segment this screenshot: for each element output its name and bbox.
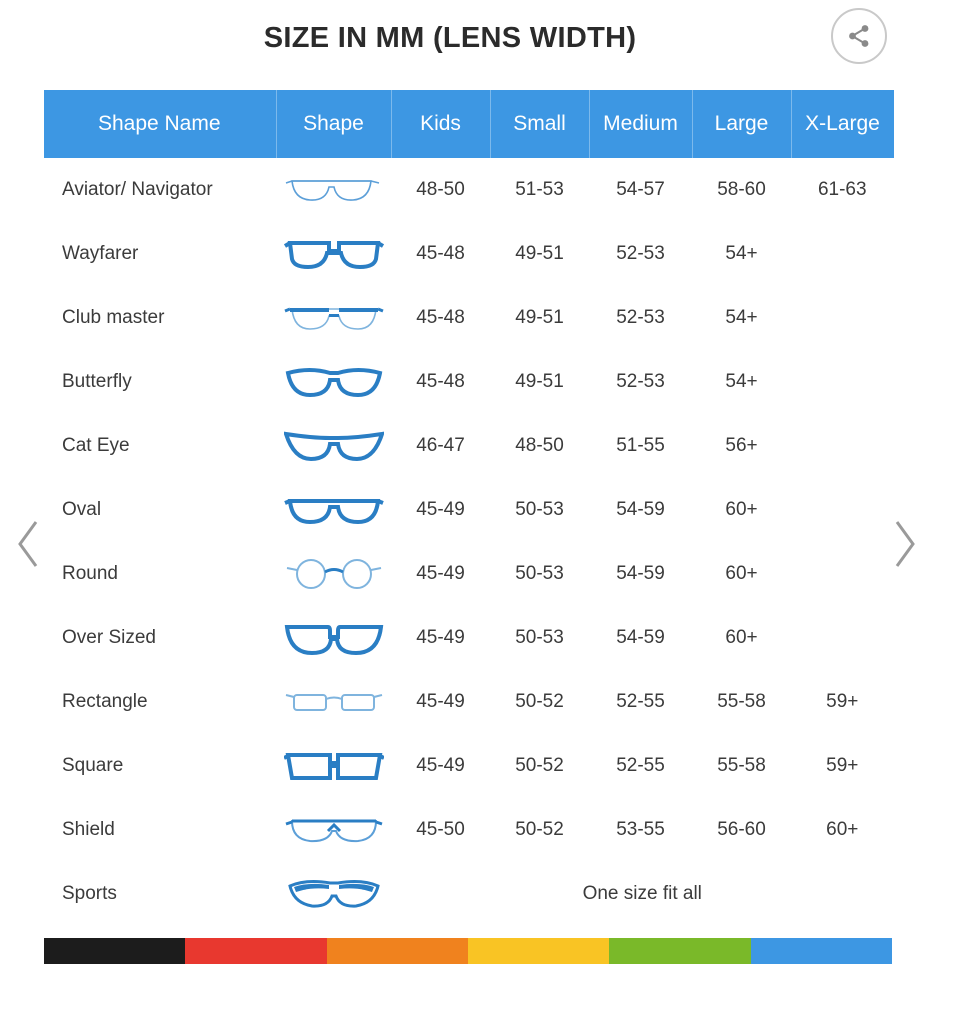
table-row	[44, 798, 894, 862]
row-kids: 45-49	[391, 542, 490, 606]
table-header-row	[44, 90, 894, 158]
row-small: 50-52	[490, 734, 589, 798]
row-shape-name: Round	[44, 542, 276, 606]
rectangle-glasses-icon	[284, 681, 384, 723]
row-large: 58-60	[692, 158, 791, 222]
row-shape-name: Rectangle	[44, 670, 276, 734]
color-bar	[44, 938, 892, 964]
round-glasses-icon	[284, 553, 384, 595]
table-body	[44, 158, 894, 926]
row-shape-name: Square	[44, 734, 276, 798]
row-shape-name: Cat Eye	[44, 414, 276, 478]
shape-cell	[276, 606, 391, 670]
row-shape-name: Club master	[44, 286, 276, 350]
row-kids: 45-49	[391, 606, 490, 670]
row-large: 54+	[692, 286, 791, 350]
row-kids: 45-50	[391, 798, 490, 862]
color-bar-segment-red	[185, 938, 326, 964]
shape-cell	[276, 414, 391, 478]
chevron-left-icon	[14, 518, 44, 570]
table-row	[44, 414, 894, 478]
row-small: 50-53	[490, 478, 589, 542]
row-xlarge: 59+	[791, 670, 894, 734]
shape-cell	[276, 734, 391, 798]
row-xlarge	[791, 414, 894, 478]
row-xlarge	[791, 478, 894, 542]
table-row	[44, 542, 894, 606]
row-medium: 52-53	[589, 222, 692, 286]
row-xlarge: 61-63	[791, 158, 894, 222]
shape-cell	[276, 670, 391, 734]
sports-glasses-icon	[284, 873, 384, 915]
header-xlarge: X-Large	[791, 90, 894, 158]
shape-cell	[276, 478, 391, 542]
table-row	[44, 734, 894, 798]
cateye-glasses-icon	[284, 425, 384, 467]
table-row	[44, 478, 894, 542]
color-bar-segment-yellow	[468, 938, 609, 964]
header-shape-name: Shape Name	[44, 90, 276, 158]
table-row	[44, 222, 894, 286]
row-medium: 51-55	[589, 414, 692, 478]
row-kids: 45-48	[391, 286, 490, 350]
row-large: 60+	[692, 542, 791, 606]
aviator-glasses-icon	[284, 169, 384, 211]
row-kids: 45-48	[391, 350, 490, 414]
shape-cell	[276, 542, 391, 606]
table-row	[44, 158, 894, 222]
header-shape: Shape	[276, 90, 391, 158]
row-kids: 45-49	[391, 670, 490, 734]
row-medium: 54-57	[589, 158, 692, 222]
table-header	[44, 90, 894, 158]
row-small: 49-51	[490, 350, 589, 414]
row-small: 48-50	[490, 414, 589, 478]
one-size-note: One size fit all	[391, 862, 894, 926]
table-row	[44, 862, 894, 926]
row-kids: 48-50	[391, 158, 490, 222]
row-xlarge: 59+	[791, 734, 894, 798]
row-large: 60+	[692, 606, 791, 670]
page-title: SIZE IN MM (LENS WIDTH)	[263, 22, 637, 54]
row-medium: 54-59	[589, 542, 692, 606]
shield-glasses-icon	[284, 809, 384, 851]
row-medium: 53-55	[589, 798, 692, 862]
row-shape-name: Over Sized	[44, 606, 276, 670]
oversized-glasses-icon	[284, 617, 384, 659]
row-medium: 52-55	[589, 670, 692, 734]
shape-cell	[276, 798, 391, 862]
row-shape-name: Oval	[44, 478, 276, 542]
color-bar-segment-green	[609, 938, 750, 964]
row-xlarge	[791, 606, 894, 670]
color-bar-segment-blue	[751, 938, 892, 964]
row-kids: 45-48	[391, 222, 490, 286]
row-small: 49-51	[490, 222, 589, 286]
butterfly-glasses-icon	[284, 361, 384, 403]
row-large: 54+	[692, 222, 791, 286]
row-small: 50-52	[490, 670, 589, 734]
table-row	[44, 350, 894, 414]
row-xlarge	[791, 350, 894, 414]
row-shape-name: Butterfly	[44, 350, 276, 414]
row-medium: 52-55	[589, 734, 692, 798]
row-large: 60+	[692, 478, 791, 542]
row-shape-name: Shield	[44, 798, 276, 862]
shape-cell	[276, 286, 391, 350]
shape-cell	[276, 158, 391, 222]
clubmaster-glasses-icon	[284, 297, 384, 339]
row-kids: 46-47	[391, 414, 490, 478]
square-glasses-icon	[284, 745, 384, 787]
next-arrow-button[interactable]	[889, 518, 929, 570]
color-bar-segment-orange	[327, 938, 468, 964]
row-xlarge	[791, 222, 894, 286]
row-xlarge: 60+	[791, 798, 894, 862]
size-chart-table-wrap	[44, 90, 892, 926]
row-shape-name: Sports	[44, 862, 276, 926]
row-large: 56-60	[692, 798, 791, 862]
row-small: 50-52	[490, 798, 589, 862]
header-small: Small	[490, 90, 589, 158]
row-small: 50-53	[490, 542, 589, 606]
color-bar-segment-black	[44, 938, 185, 964]
table-row	[44, 286, 894, 350]
wayfarer-glasses-icon	[284, 233, 384, 275]
row-medium: 54-59	[589, 478, 692, 542]
table-row	[44, 606, 894, 670]
row-large: 54+	[692, 350, 791, 414]
row-medium: 52-53	[589, 286, 692, 350]
chevron-right-icon	[889, 518, 919, 570]
size-chart-table	[44, 90, 894, 926]
oval-glasses-icon	[284, 489, 384, 531]
header-medium: Medium	[589, 90, 692, 158]
row-shape-name: Wayfarer	[44, 222, 276, 286]
row-kids: 45-49	[391, 734, 490, 798]
row-large: 55-58	[692, 670, 791, 734]
row-kids: 45-49	[391, 478, 490, 542]
row-large: 55-58	[692, 734, 791, 798]
shape-cell	[276, 862, 391, 926]
row-xlarge	[791, 542, 894, 606]
shape-cell	[276, 350, 391, 414]
table-row	[44, 670, 894, 734]
row-medium: 54-59	[589, 606, 692, 670]
row-large: 56+	[692, 414, 791, 478]
row-small: 51-53	[490, 158, 589, 222]
header-kids: Kids	[391, 90, 490, 158]
row-small: 50-53	[490, 606, 589, 670]
row-small: 49-51	[490, 286, 589, 350]
header-large: Large	[692, 90, 791, 158]
row-xlarge	[791, 286, 894, 350]
row-medium: 52-53	[589, 350, 692, 414]
shape-cell	[276, 222, 391, 286]
row-shape-name: Aviator/ Navigator	[44, 158, 276, 222]
